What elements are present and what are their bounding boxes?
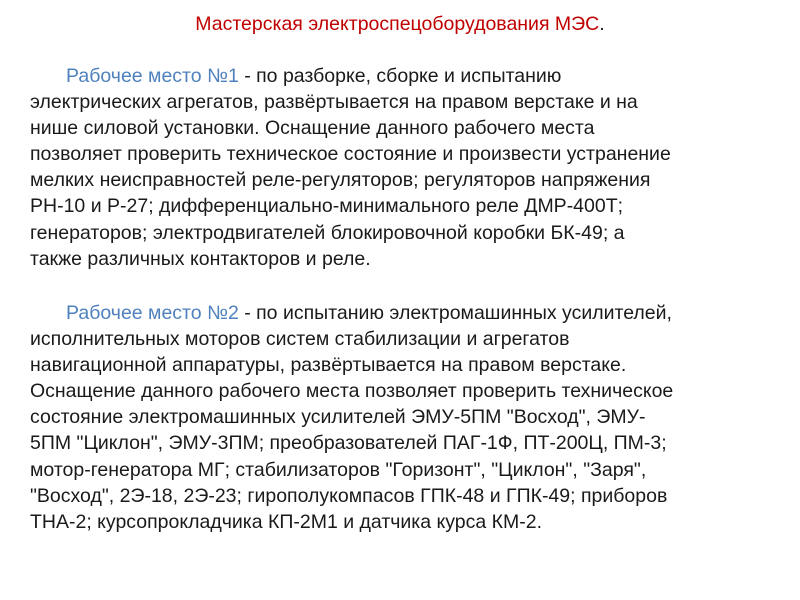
- paragraph-line: ТНА-2; курсопрокладчика КП-2М1 и датчика курса КМ-2.: [30, 510, 543, 533]
- paragraph-line: 5ПМ "Циклон", ЭМУ-3ПМ; преобразователей ПАГ-1Ф, ПТ-200Ц, ПМ-3;: [30, 432, 667, 455]
- paragraph-line: нише силовой установки. Оснащение данного рабочего места: [30, 117, 595, 140]
- paragraph-line: "Восход", 2Э-18, 2Э-23; гирополукомпасов ГПК-48 и ГПК-49; приборов: [30, 484, 668, 507]
- paragraph-line: навигационной аппаратуры, развёртывается на правом верстаке.: [30, 354, 627, 377]
- paragraph-workplace-1: [30, 63, 782, 272]
- paragraph-line: генераторов; электродвигателей блокировочной коробки БК-49; а: [30, 221, 625, 244]
- paragraph-line: мотор-генератора МГ; стабилизаторов "Горизонт", "Циклон", "Заря",: [30, 458, 647, 481]
- paragraph-line: электрических агрегатов, развёртывается на правом верстаке и на: [30, 91, 638, 114]
- paragraph-line: - по разборке, сборке и испытанию: [238, 65, 562, 87]
- paragraph-first-line: [30, 300, 782, 326]
- slide-title-dot: .: [599, 13, 605, 35]
- paragraph-first-line: [30, 63, 782, 89]
- paragraph-workplace-2: [30, 300, 782, 535]
- paragraph-line: Оснащение данного рабочего места позволяет проверить техническое: [30, 380, 674, 403]
- paragraph-line: РН-10 и Р-27; дифференциально-минимального реле ДМР-400Т;: [30, 195, 624, 218]
- slide-title-text: Мастерская электроспецоборудования МЭС: [195, 13, 600, 35]
- workplace-1-heading: Рабочее место №1: [66, 65, 239, 87]
- paragraph-line: также различных контакторов и реле.: [30, 247, 371, 270]
- paragraph-line: исполнительных моторов систем стабилизации и агрегатов: [30, 328, 570, 351]
- workplace-2-heading: Рабочее место №2: [66, 302, 239, 324]
- paragraph-line: мелких неисправностей реле-регуляторов; регуляторов напряжения: [30, 169, 651, 192]
- paragraph-line: - по испытанию электромашинных усилителей,: [238, 302, 672, 324]
- slide-title: [0, 12, 800, 36]
- paragraph-line: состояние электромашинных усилителей ЭМУ-5ПМ "Восход", ЭМУ-: [30, 406, 646, 429]
- paragraph-line: позволяет проверить техническое состояние и произвести устранение: [30, 143, 671, 166]
